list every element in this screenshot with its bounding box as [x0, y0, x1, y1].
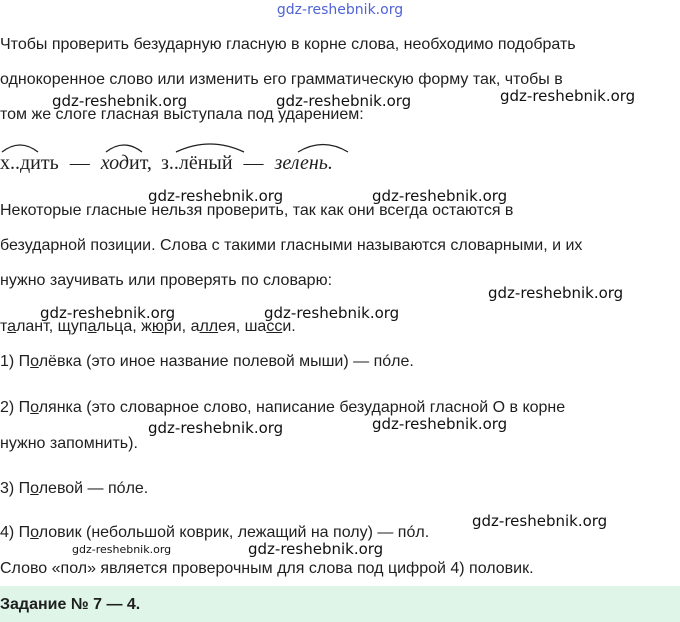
- example-word-3-rest: ый: [208, 152, 233, 174]
- conclusion: Слово «пол» является проверочным для слова под цифрой 4) половик.: [0, 560, 534, 577]
- example-word-2-rest: ит,: [128, 152, 152, 174]
- rule-line-2: однокоренное слово или изменить его грамматическую форму так, чтобы в: [0, 71, 563, 88]
- example-line: [0, 152, 333, 174]
- rule-line-3: том же слоге гласная выступала под ударением:: [0, 106, 364, 123]
- example-word-1-root: х..: [0, 152, 20, 174]
- example-word-4: зелень.: [274, 152, 333, 174]
- double-consonant: сс: [266, 318, 283, 335]
- answer: Задание № 7 — 4.: [0, 596, 141, 613]
- rule-line-1: Чтобы проверить безударную гласную в корне слова, необходимо подобрать: [0, 36, 576, 53]
- watermark: gdz-reshebnik.org: [276, 92, 412, 110]
- watermark: gdz-reshebnik.org: [264, 304, 400, 322]
- example-dash-1: —: [69, 152, 90, 174]
- watermark: gdz-reshebnik.org: [488, 284, 624, 302]
- example-word-2-root: ход: [100, 152, 129, 174]
- watermark: gdz-reshebnik.org: [52, 92, 188, 110]
- dictionary-line-2: безударной позиции. Слова с такими гласными называются словарными, и их: [0, 237, 583, 254]
- double-consonant: лл: [199, 318, 219, 335]
- item-vowel: о: [30, 353, 39, 370]
- item-2-line-2: нужно запомнить).: [0, 435, 138, 452]
- watermark-top: gdz-reshebnik.org: [276, 2, 404, 18]
- watermark: gdz-reshebnik.org: [472, 512, 608, 530]
- watermark: gdz-reshebnik.org: [500, 87, 636, 105]
- unstressed-vowel: а: [87, 318, 97, 335]
- unstressed-vowel: ю: [151, 318, 164, 335]
- dictionary-line-1: Некоторые гласные нельзя проверить, так как они всегда остаются в: [0, 202, 514, 219]
- watermark: gdz-reshebnik.org: [148, 187, 284, 205]
- watermark: gdz-reshebnik.org: [372, 415, 508, 433]
- item-2: 2) Полянка (это словарное слово, написание безударной гласной О в корне: [0, 399, 566, 416]
- item-vowel: о: [30, 480, 39, 497]
- dictionary-line-3: нужно заучивать или проверять по словарю:: [0, 272, 333, 289]
- item-vowel: о: [30, 399, 39, 416]
- example-word-1-rest: дить: [20, 152, 59, 174]
- item-1: 1) Полёвка (это иное название полевой мыши) — пóле.: [0, 353, 414, 370]
- item-4: 4) Половик (небольшой коврик, лежащий на полу) — пóл.: [0, 524, 430, 541]
- watermark: gdz-reshebnik.org: [248, 540, 384, 558]
- watermark: gdz-reshebnik.org: [148, 419, 284, 437]
- unstressed-vowel: а: [7, 318, 17, 335]
- example-word-3-root: з..лён: [160, 152, 209, 174]
- example-dash-2: —: [243, 152, 264, 174]
- dictionary-words: талант, щупальца, жюри, аллея, шасси.: [0, 318, 296, 335]
- item-vowel: о: [30, 524, 39, 541]
- watermark: gdz-reshebnik.org: [40, 304, 176, 322]
- watermark: gdz-reshebnik.org: [372, 187, 508, 205]
- item-3: 3) Полевой — пóле.: [0, 480, 149, 497]
- watermark-small: gdz-reshebnik.org: [72, 543, 172, 556]
